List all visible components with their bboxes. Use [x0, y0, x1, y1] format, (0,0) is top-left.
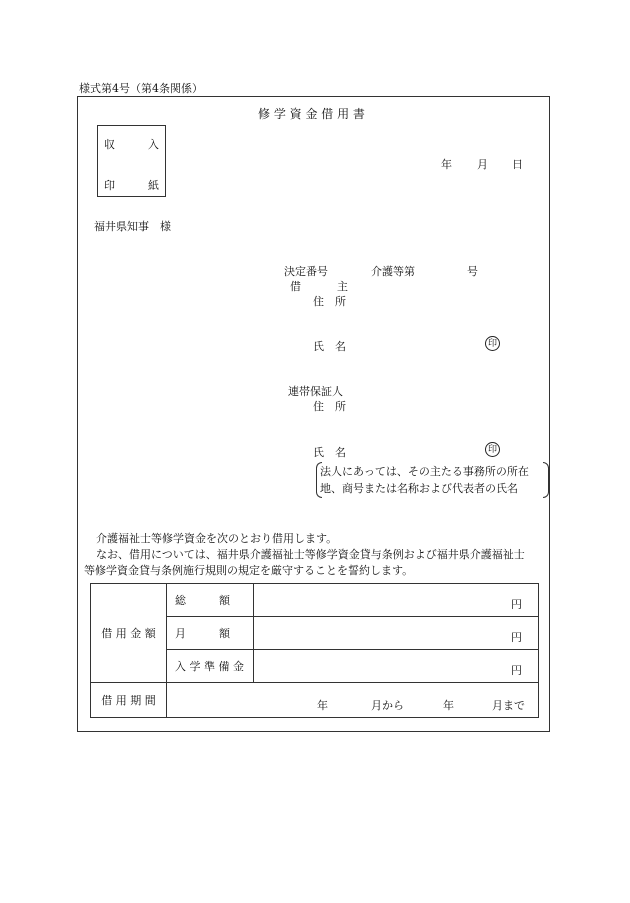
loan-table	[90, 583, 539, 718]
decision-number-label: 決定番号	[284, 265, 328, 278]
period-to-month: 月まで	[492, 699, 525, 712]
date-year: 年	[441, 158, 452, 171]
borrower-seal-icon: 印	[485, 336, 500, 351]
entrance-fund-label-cell	[167, 650, 254, 683]
total-amount-field[interactable]	[254, 584, 539, 617]
borrower-heading-2: 主	[337, 280, 348, 293]
corporation-note	[316, 462, 549, 498]
borrower-name-label: 氏 名	[313, 340, 346, 353]
form-number-label: 様式第4号（第4条関係）	[79, 82, 203, 95]
body-line-3: 等修学資金貸与条例施行規則の規定を厳守することを誓約します。	[84, 564, 414, 577]
total-amount-label: 総 額	[175, 594, 230, 607]
monthly-amount-label-cell	[167, 617, 254, 650]
total-amount-yen: 円	[511, 598, 522, 611]
loan-amount-label: 借 用 金 額	[101, 627, 156, 640]
date-day: 日	[512, 158, 523, 171]
date-month: 月	[477, 158, 488, 171]
corporation-note-text	[320, 463, 529, 497]
note-bracket-right	[543, 462, 549, 498]
loan-amount-label-cell	[91, 584, 167, 683]
entrance-fund-field[interactable]	[254, 650, 539, 683]
body-line-2: なお、借用については、福井県介護福祉士等修学資金貸与条例および福井県介護福祉士	[96, 548, 525, 561]
period-to-year: 年	[443, 699, 454, 712]
loan-period-label-cell	[91, 683, 167, 718]
stamp-char-tl: 収	[104, 138, 115, 151]
loan-period-field[interactable]	[167, 683, 539, 718]
total-amount-label-cell	[167, 584, 254, 617]
guarantor-address-label: 住 所	[313, 400, 346, 413]
period-from-month: 月から	[371, 699, 404, 712]
revenue-stamp-box	[97, 125, 166, 197]
period-from-year: 年	[317, 699, 328, 712]
guarantor-seal-icon: 印	[485, 442, 500, 457]
loan-period-label: 借 用 期 間	[101, 694, 156, 707]
entrance-fund-label: 入 学 準 備 金	[175, 660, 244, 673]
body-line-1: 介護福祉士等修学資金を次のとおり借用します。	[96, 532, 338, 545]
guarantor-name-label: 氏 名	[313, 446, 346, 459]
borrower-address-label: 住 所	[313, 295, 346, 308]
monthly-amount-label: 月 額	[175, 627, 230, 640]
monthly-amount-yen: 円	[511, 631, 522, 644]
stamp-char-tr: 入	[148, 138, 159, 151]
form-title: 修 学 資 金 借 用 書	[258, 107, 365, 121]
monthly-amount-field[interactable]	[254, 617, 539, 650]
entrance-fund-yen: 円	[511, 664, 522, 677]
borrower-heading-1: 借	[290, 280, 301, 293]
decision-number-suffix: 号	[467, 265, 478, 278]
corporation-note-line-1: 法人にあっては、その主たる事務所の所在	[320, 465, 529, 478]
guarantor-heading: 連帯保証人	[288, 385, 343, 398]
stamp-char-bl: 印	[104, 179, 115, 192]
addressee: 福井県知事 様	[94, 220, 171, 233]
corporation-note-line-2: 地、商号または名称および代表者の氏名	[320, 482, 518, 495]
decision-number-prefix: 介護等第	[371, 265, 415, 278]
stamp-char-br: 紙	[148, 179, 159, 192]
